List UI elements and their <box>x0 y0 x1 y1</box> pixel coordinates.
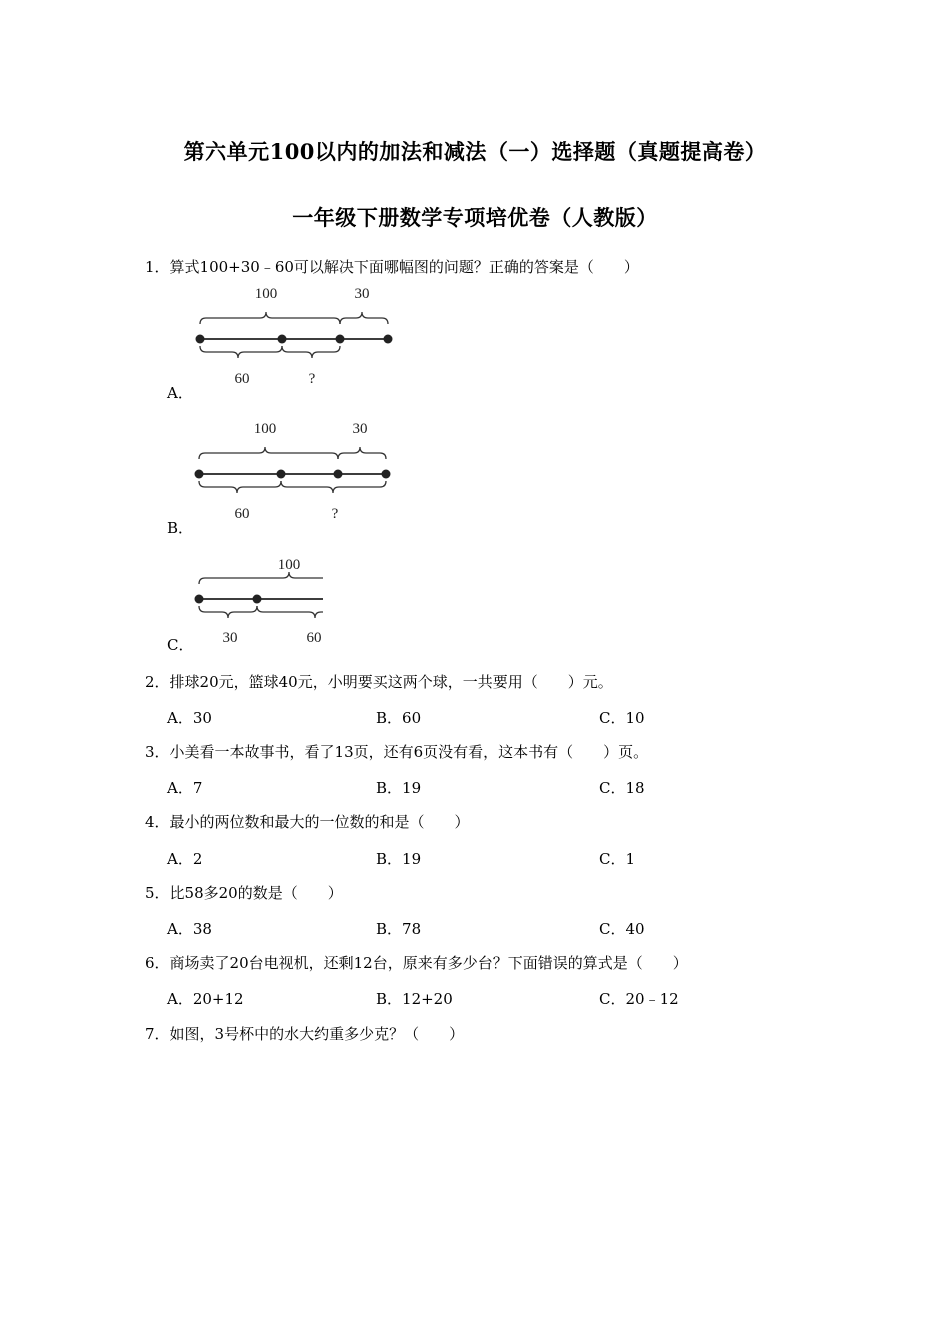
figure-c-bottom-30: 30 <box>222 630 238 646</box>
figure-c-dot <box>195 595 204 604</box>
figure-a-dot <box>336 335 345 344</box>
figure-c-dot <box>253 595 262 604</box>
question-3-option-c: C．18 <box>599 779 645 797</box>
option-c-label: C． <box>167 636 194 654</box>
question-4-option-c: C．1 <box>599 850 636 868</box>
figure-b-bottom-question: ? <box>331 506 339 522</box>
question-2-text: 2．排球20元，篮球40元，小明要买这两个球，一共要用（ ）元。 <box>145 673 613 691</box>
question-4-option-a: A．2 <box>167 850 203 868</box>
question-5-text: 5．比58多20的数是（ ） <box>145 884 343 902</box>
figure-c-brace-60 <box>257 606 323 618</box>
figure-b-brace-100 <box>199 447 338 459</box>
question-6-option-a: A．20+12 <box>167 990 244 1008</box>
question-4-option-b: B．19 <box>376 850 422 868</box>
question-5-option-a: A．38 <box>167 920 212 938</box>
figure-b-brace-30 <box>338 447 386 459</box>
figure-b-top-30: 30 <box>352 421 368 437</box>
question-6-text: 6．商场卖了20台电视机，还剩12台，原来有多少台？下面错误的算式是（ ） <box>145 954 688 972</box>
question-5-option-b: B．78 <box>376 920 422 938</box>
figure-a <box>190 280 405 390</box>
figure-a-top-100: 100 <box>254 286 278 302</box>
figure-c-top-100: 100 <box>277 557 301 573</box>
page-title: 第六单元100以内的加法和减法（一）选择题（真题提高卷） <box>183 139 767 164</box>
question-3-option-b: B．19 <box>376 779 422 797</box>
figure-b-bottom-60: 60 <box>234 506 250 522</box>
question-3-option-a: A．7 <box>167 779 203 797</box>
figure-c-bottom-60: 60 <box>306 630 322 646</box>
question-6-option-b: B．12+20 <box>376 990 453 1008</box>
question-7-text: 7．如图，3号杯中的水大约重多少克？（ ） <box>145 1025 465 1043</box>
figure-a-dot <box>278 335 287 344</box>
figure-c-brace-30 <box>199 606 257 618</box>
figure-a-top-30: 30 <box>354 286 370 302</box>
question-3-text: 3．小美看一本故事书，看了13页，还有6页没有看，这本书有（ ）页。 <box>145 743 649 761</box>
question-2-option-c: C．10 <box>599 709 645 727</box>
figure-b-dot <box>382 470 391 479</box>
figure-b-dot <box>195 470 204 479</box>
figure-b-brace-question <box>281 481 386 493</box>
question-5-option-c: C．40 <box>599 920 645 938</box>
question-1-text: 1．算式100+30﹣60可以解决下面哪幅图的问题？正确的答案是（ ） <box>145 258 639 276</box>
figure-a-brace-60 <box>200 346 282 358</box>
question-2-option-b: B．60 <box>376 709 422 727</box>
figure-c <box>190 550 330 650</box>
question-4-text: 4．最小的两位数和最大的一位数的和是（ ） <box>145 813 470 831</box>
question-6-option-c: C．20﹣12 <box>599 990 679 1008</box>
figure-a-brace-question <box>282 346 340 358</box>
option-a-label: A． <box>167 384 193 402</box>
figure-a-dot <box>384 335 393 344</box>
figure-b-brace-60 <box>199 481 281 493</box>
question-2-option-a: A．30 <box>167 709 212 727</box>
figure-b-dot <box>277 470 286 479</box>
figure-a-brace-100 <box>200 312 340 324</box>
figure-a-bottom-60: 60 <box>234 371 250 387</box>
figure-b-top-100: 100 <box>253 421 277 437</box>
figure-a-bottom-question: ? <box>308 371 316 387</box>
figure-c-brace-100 <box>199 572 323 584</box>
figure-a-dot <box>196 335 205 344</box>
figure-b <box>190 415 405 525</box>
option-b-label: B． <box>167 519 194 537</box>
figure-a-brace-30 <box>340 312 388 324</box>
figure-b-dot <box>334 470 343 479</box>
page-subtitle: 一年级下册数学专项培优卷（人教版） <box>292 205 658 230</box>
